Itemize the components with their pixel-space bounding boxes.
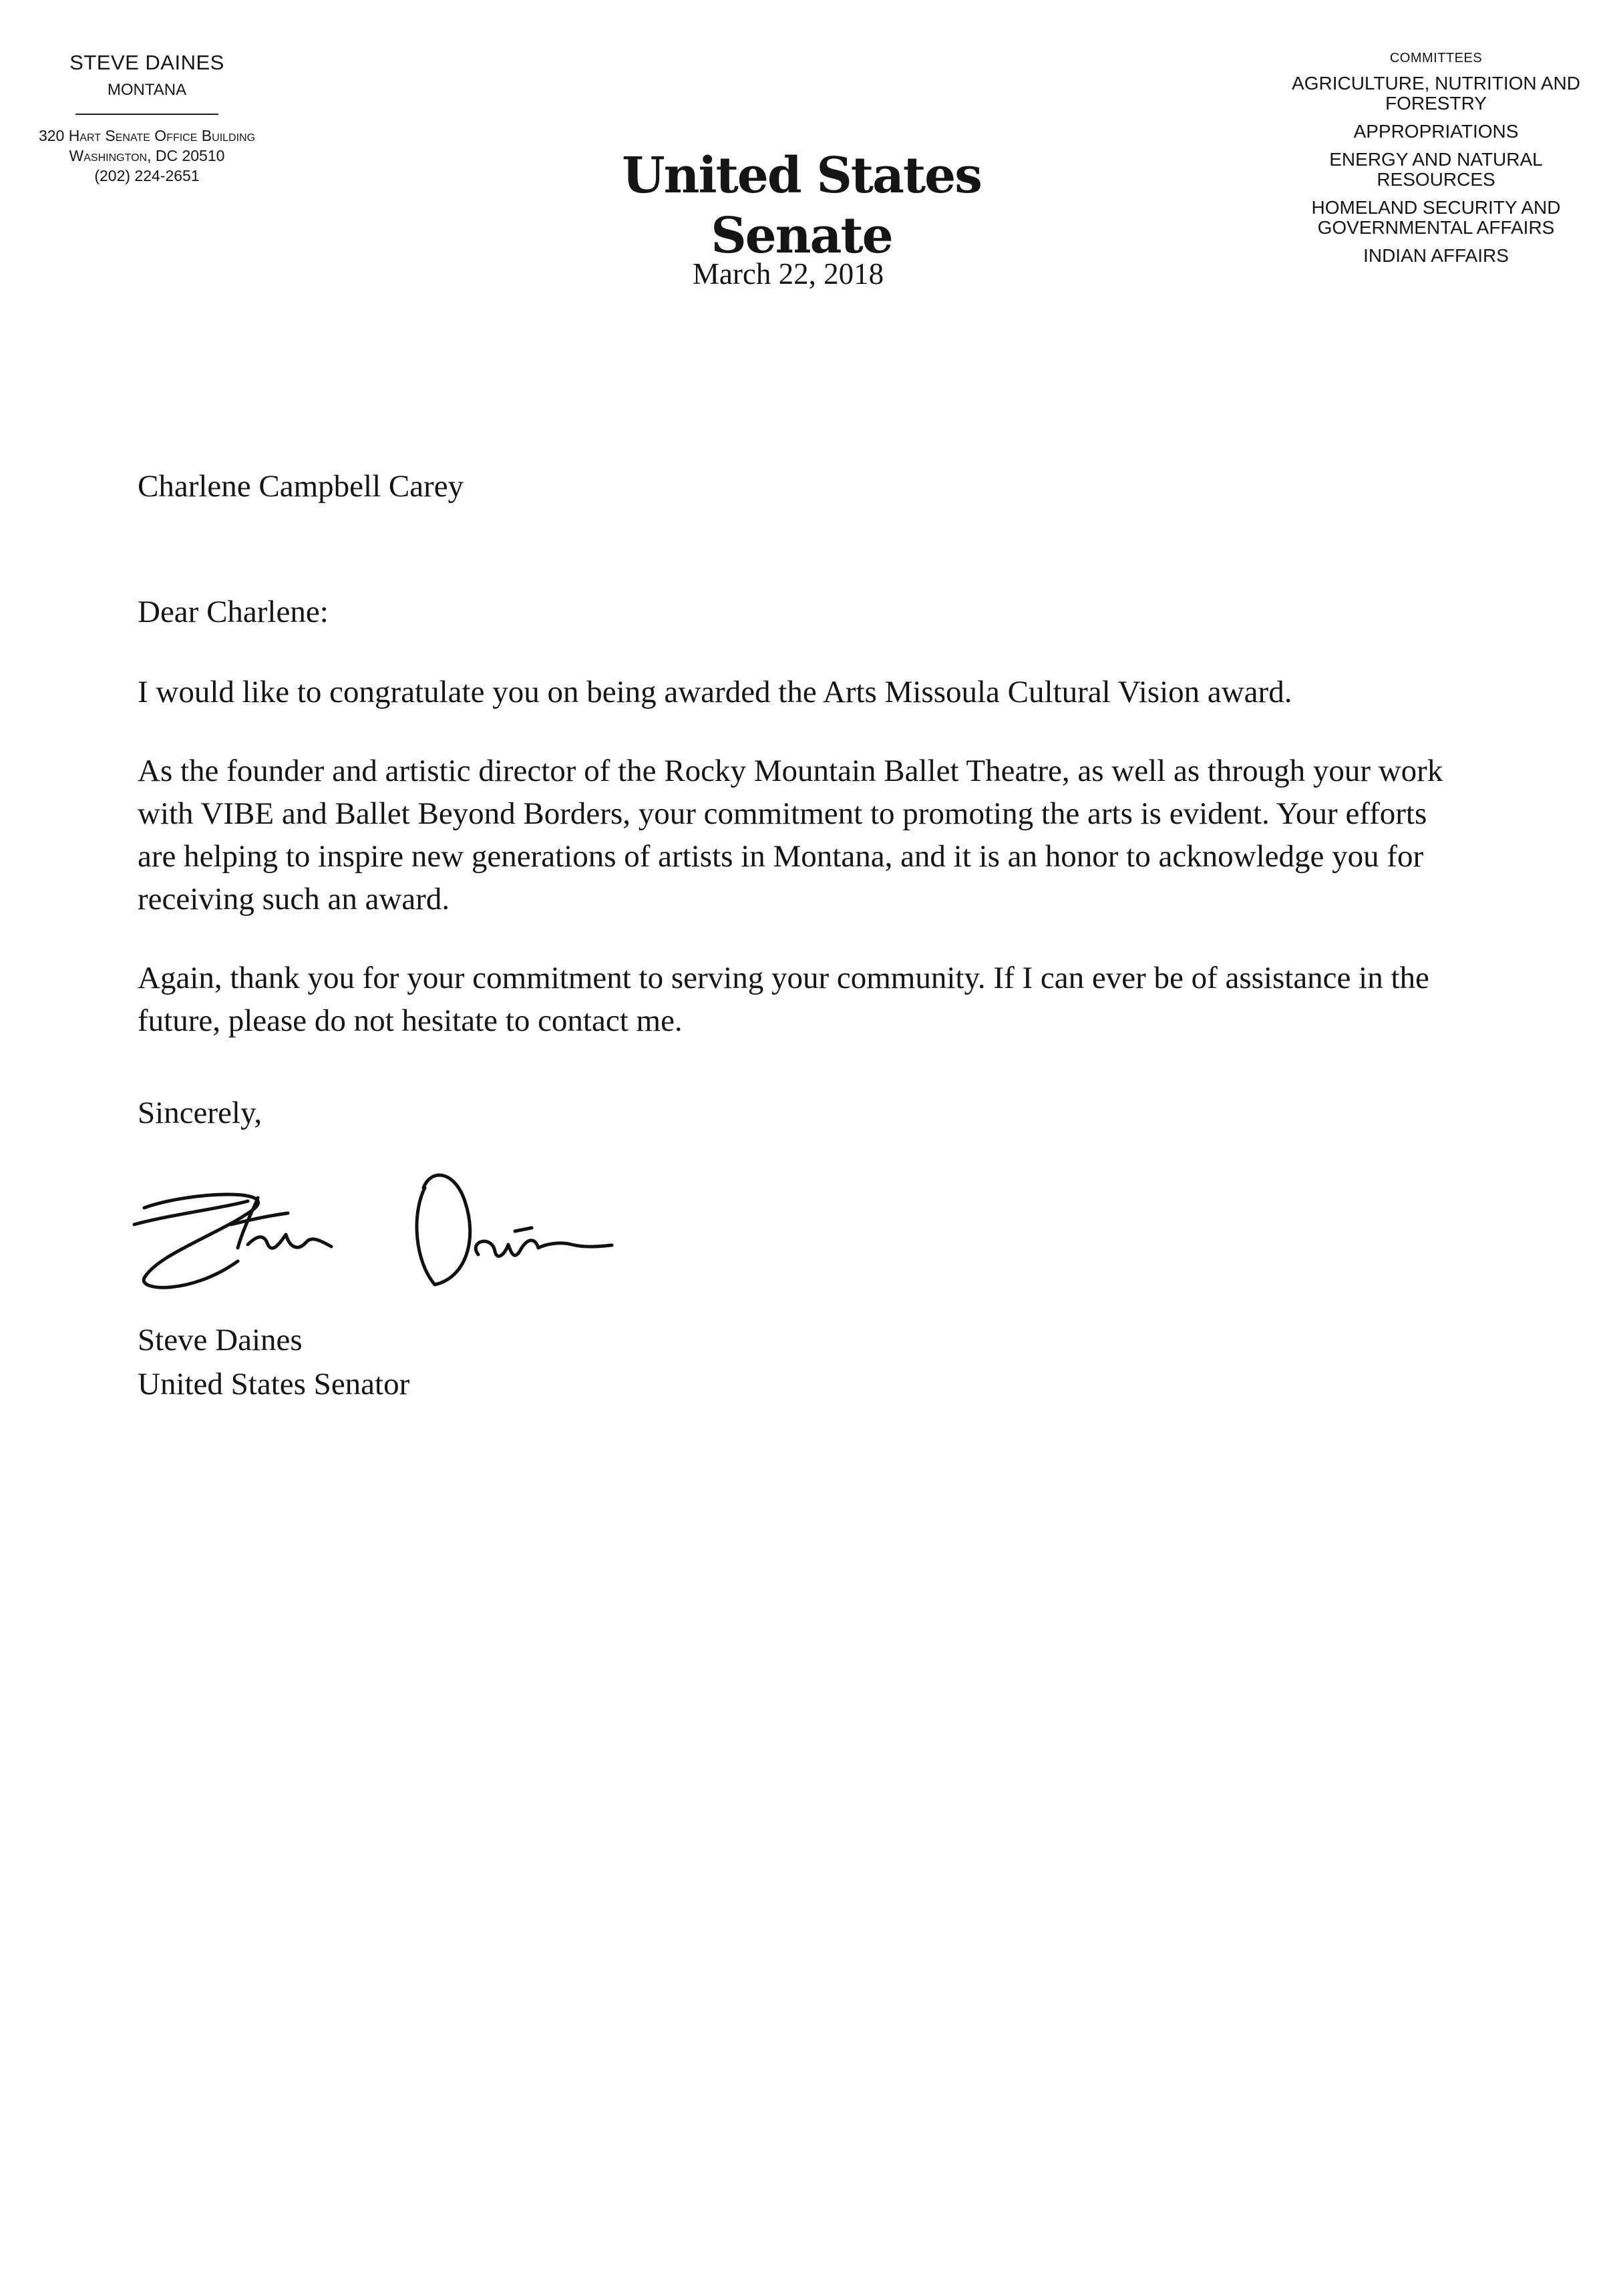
office-address-line1: 320 Hart Senate Office Building bbox=[38, 127, 256, 144]
office-phone: (202) 224-2651 bbox=[94, 167, 200, 184]
committee-item: INDIAN AFFAIRS bbox=[1363, 245, 1509, 266]
letterhead-divider bbox=[75, 114, 218, 115]
letter-date: March 22, 2018 bbox=[692, 257, 884, 291]
signer-title: United States Senator bbox=[138, 1367, 410, 1402]
body-paragraph: I would like to congratulate you on being awarded the Arts Missoula Cultural Vision award. bbox=[138, 675, 1292, 709]
closing: Sincerely, bbox=[138, 1096, 262, 1130]
recipient-name: Charlene Campbell Carey bbox=[138, 469, 464, 504]
signature-icon bbox=[131, 1161, 625, 1301]
letterhead-left bbox=[0, 51, 294, 186]
committee-item: ENERGY AND NATURAL RESOURCES bbox=[1329, 149, 1543, 190]
signer-name: Steve Daines bbox=[138, 1323, 303, 1357]
committees-label: COMMITTEES bbox=[1389, 51, 1483, 65]
committee-item: AGRICULTURE, NUTRITION AND FORESTRY bbox=[1292, 73, 1580, 114]
committee-item: APPROPRIATIONS bbox=[1353, 121, 1519, 142]
senator-state: MONTANA bbox=[107, 81, 187, 99]
body-paragraph: Again, thank you for your commitment to serving your community. If I can ever be of assistance in the future, please do not hesitate to contact me. bbox=[138, 961, 1429, 1038]
salutation: Dear Charlene: bbox=[138, 595, 329, 629]
committee-item: HOMELAND SECURITY AND GOVERNMENTAL AFFAIRS bbox=[1311, 197, 1561, 238]
office-address-line2: Washington, DC 20510 bbox=[69, 147, 225, 164]
body-paragraph: As the founder and artistic director of the Rocky Mountain Ballet Theatre, as well as through your work with VIBE and Ballet Beyond Borders, your commitment to promoting the arts is evident. Your efforts are helping to inspire new generations of artists in Montana, and it is an honor to acknowledge you for receiving such an award. bbox=[138, 754, 1443, 917]
letterhead-title: United States Senate bbox=[622, 147, 981, 265]
committees-block bbox=[1202, 48, 1609, 266]
senator-name: STEVE DAINES bbox=[69, 51, 224, 74]
